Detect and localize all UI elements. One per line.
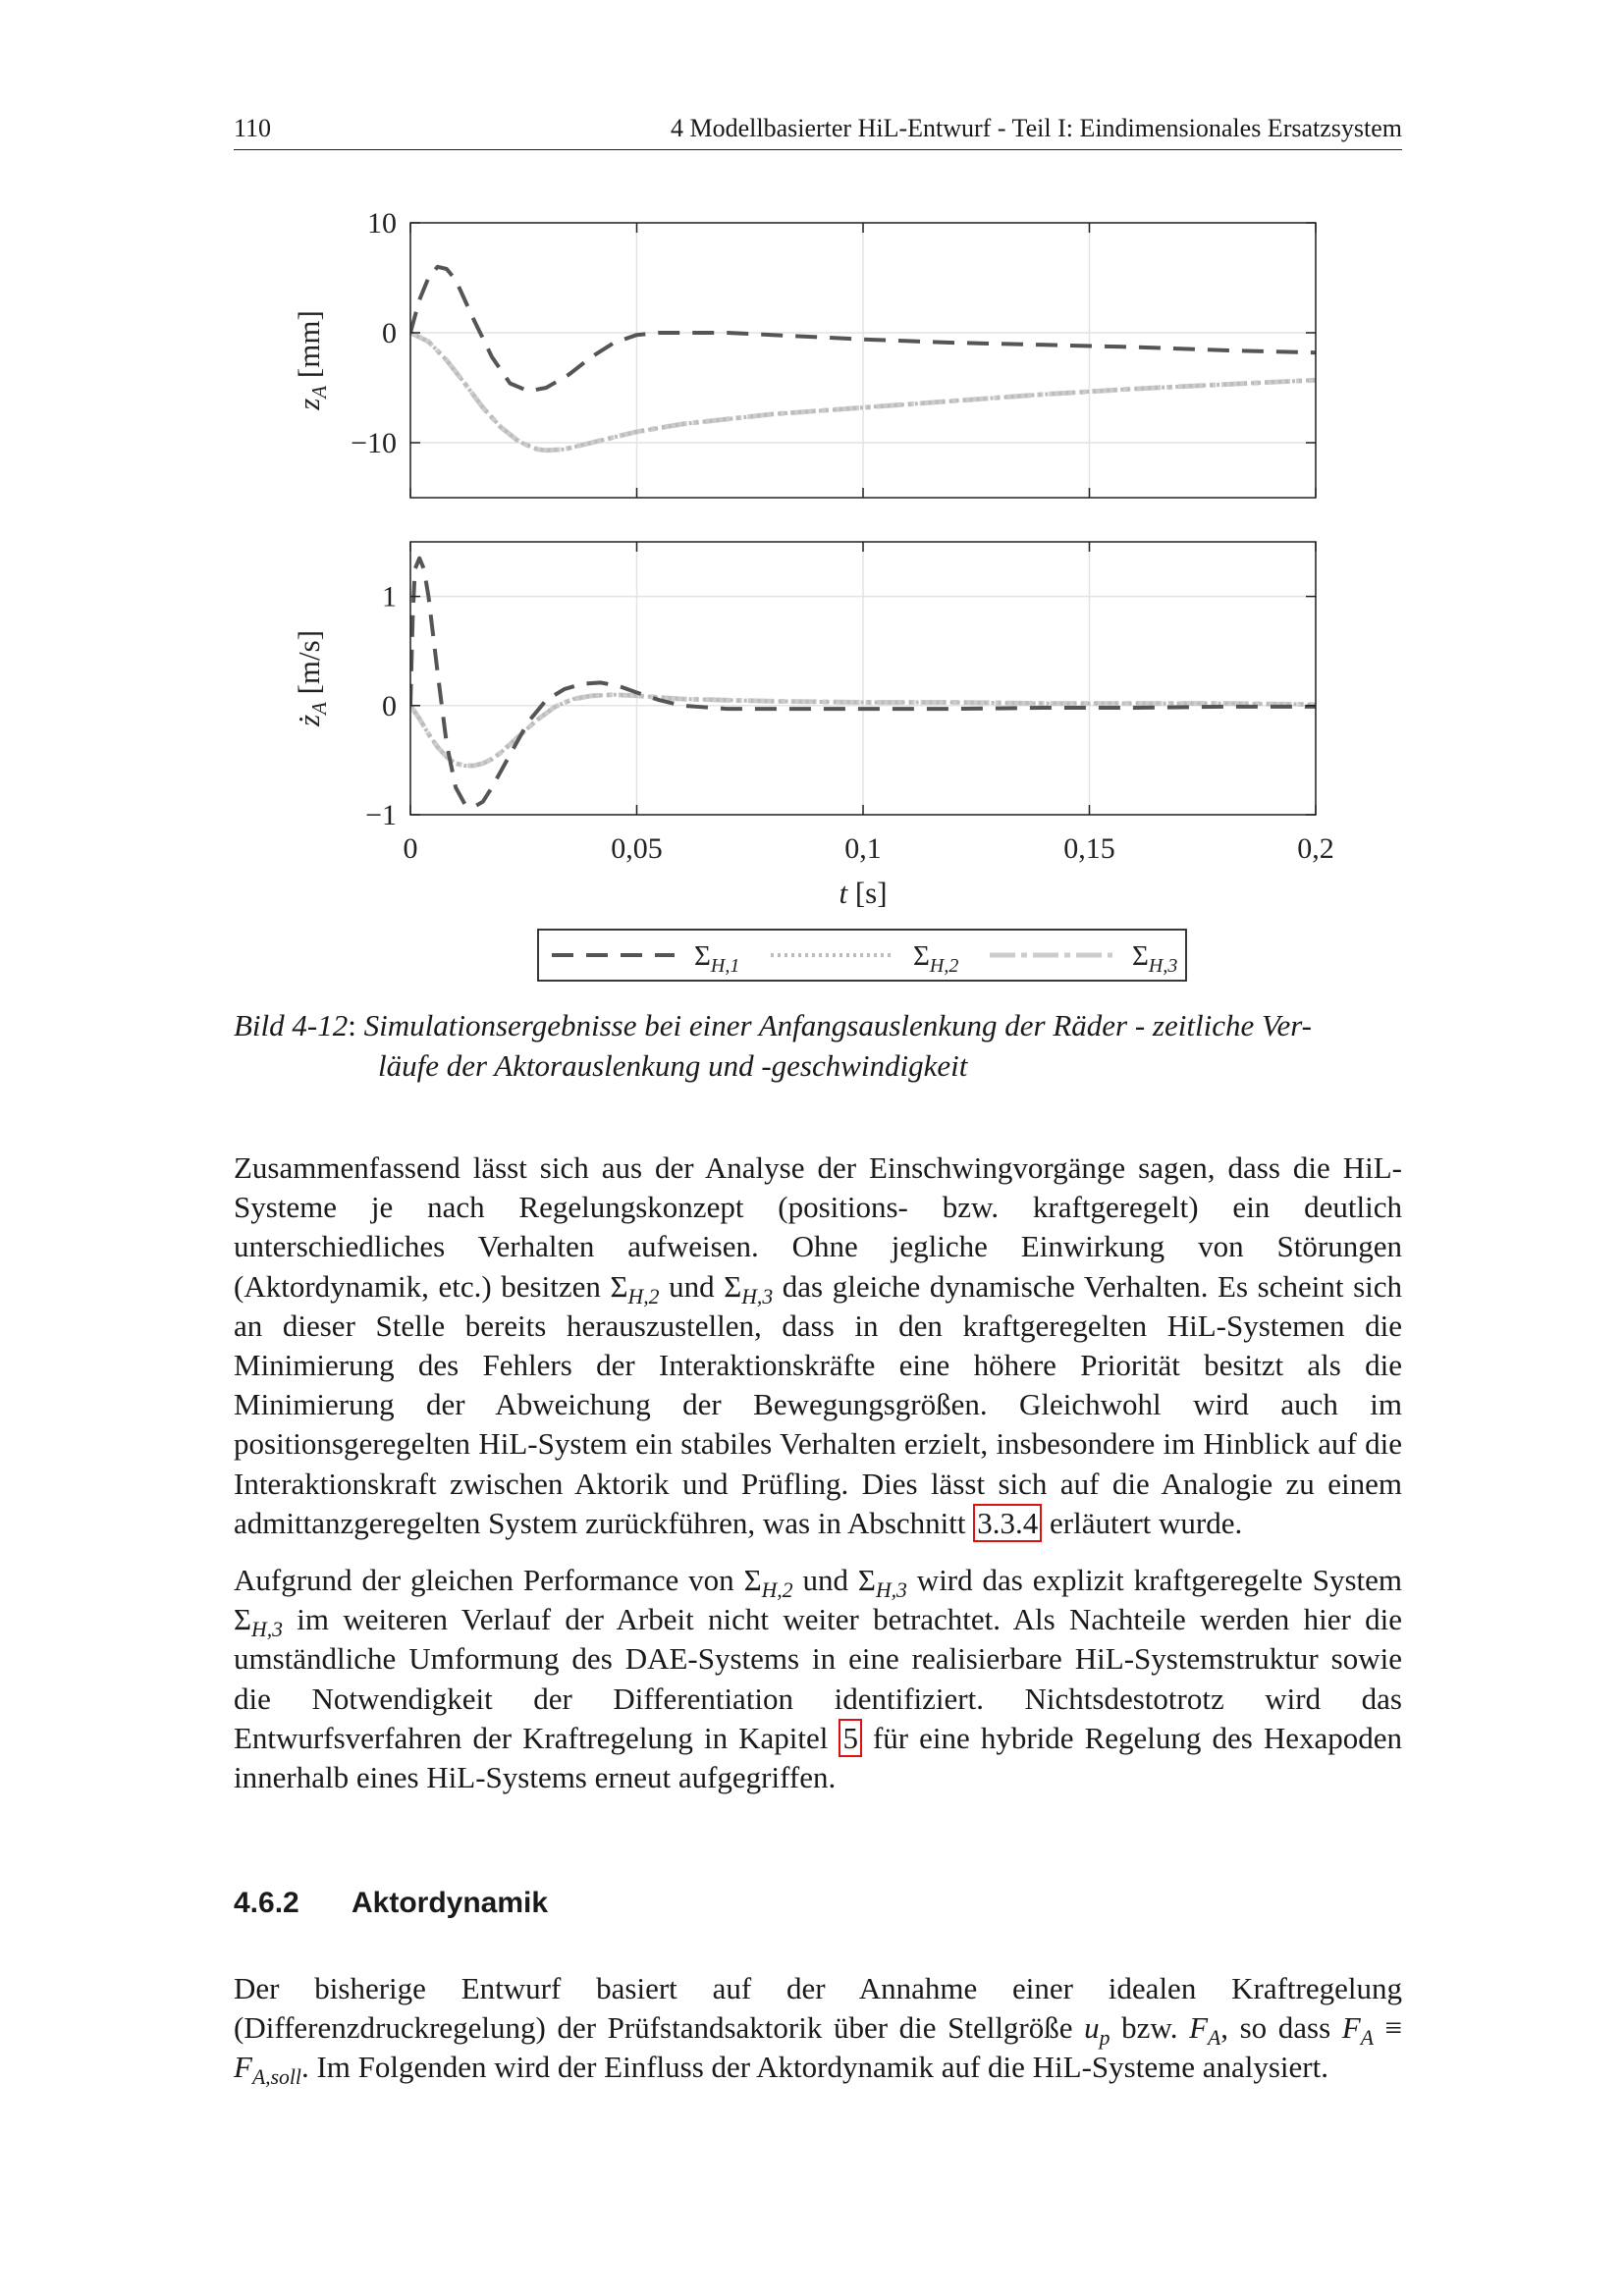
legend-subscript: H,1 bbox=[710, 955, 740, 977]
legend-subscript: H,3 bbox=[1148, 955, 1178, 977]
legend-symbol: Σ bbox=[913, 940, 930, 972]
y-axis-label bbox=[292, 310, 331, 411]
subscript: H,3 bbox=[251, 1618, 283, 1642]
text-run: wird das explizit kraftgeregelte System bbox=[906, 1563, 1402, 1597]
text-run: erläutert wurde. bbox=[1042, 1505, 1243, 1540]
y-axis-label-sub: A bbox=[307, 702, 331, 715]
caption-label: Bild 4-12 bbox=[234, 1008, 349, 1042]
section-title: Aktordynamik bbox=[352, 1887, 549, 1919]
legend bbox=[538, 930, 1186, 981]
math-variable: F bbox=[1341, 2010, 1361, 2046]
text-run: , so dass bbox=[1220, 2010, 1342, 2046]
ytick-label: −1 bbox=[365, 799, 397, 831]
section-heading bbox=[234, 1887, 548, 1920]
text-run: Der bisherige Entwurf basiert auf der Annahme einer idealen Kraftregelung (Differenzdruckregelung) der Prüfstandsaktorik über die Stellgröße bbox=[234, 1971, 1402, 2046]
xtick-label: 0,05 bbox=[611, 832, 663, 865]
y-axis-label-unit: [m/s] bbox=[292, 629, 326, 703]
section-number: 4.6.2 bbox=[234, 1887, 299, 1919]
text-run: für eine hybride Regelung des Hexapoden innerhalb eines HiL-Systems erneut aufgegriffen. bbox=[234, 1720, 1402, 1795]
figure-caption bbox=[234, 1005, 1402, 1086]
y-axis-label-var: ż bbox=[292, 714, 326, 727]
y-axis-label-var: z bbox=[292, 398, 326, 410]
text-run: Zusammenfassend lässt sich aus der Analyse der Einschwingvorgänge sagen, dass die HiL-Systeme je nach Regelungskonzept (positions- bzw. kraftgeregelt) ein deutlich unterschiedliches Verhalten aufweisen. Ohne jegliche Einwirkung von Störungen (Aktordynamik, etc.) besitzen bbox=[234, 1150, 1402, 1304]
text-run: bzw. bbox=[1110, 2010, 1190, 2046]
paragraph-summary bbox=[234, 1148, 1402, 1543]
section-reference-link[interactable]: 3.3.4 bbox=[973, 1504, 1042, 1542]
sigma-symbol: Σ bbox=[610, 1268, 628, 1304]
chapter-reference-link[interactable]: 5 bbox=[839, 1719, 862, 1757]
legend-subscript: H,2 bbox=[929, 955, 959, 977]
xtick-label: 0,2 bbox=[1297, 832, 1334, 865]
subscript: H,3 bbox=[741, 1284, 774, 1308]
ytick-label: 0 bbox=[382, 317, 397, 349]
xtick-label: 0,1 bbox=[844, 832, 882, 865]
ytick-label: 1 bbox=[382, 580, 397, 614]
y-axis-label-unit: [mm] bbox=[292, 310, 326, 386]
text-run: und bbox=[792, 1563, 858, 1597]
sigma-symbol: Σ bbox=[234, 1602, 252, 1637]
plot-position bbox=[292, 207, 1316, 498]
sigma-symbol: Σ bbox=[857, 1563, 876, 1597]
subscript: p bbox=[1099, 2026, 1110, 2051]
sigma-symbol: Σ bbox=[724, 1268, 742, 1304]
subscript: A,soll bbox=[251, 2065, 301, 2090]
x-axis-label bbox=[839, 876, 887, 910]
page-header bbox=[234, 110, 1402, 150]
text-run: . Im Folgenden wird der Einfluss der Aktordynamik auf die HiL-Systeme analysiert. bbox=[300, 2050, 1328, 2085]
x-axis-label-unit: [s] bbox=[847, 876, 888, 910]
x-axis-label-var: t bbox=[839, 876, 848, 910]
subscript: H,3 bbox=[875, 1578, 907, 1603]
ytick-label: 10 bbox=[367, 207, 397, 240]
running-title: 4 Modellbasierter HiL-Entwurf - Teil I: Eindimensionales Ersatzsystem bbox=[670, 114, 1402, 142]
paragraph-performance bbox=[234, 1561, 1402, 1797]
caption-colon: : bbox=[348, 1008, 356, 1042]
caption-line-2: läufe der Aktorauslenkung und -geschwindigkeit bbox=[378, 1048, 968, 1083]
subscript: A bbox=[1208, 2026, 1221, 2051]
xtick-label: 0,15 bbox=[1063, 832, 1115, 865]
y-axis-label bbox=[292, 630, 331, 727]
y-axis-label-sub: A bbox=[307, 385, 331, 399]
text-run: Aufgrund der gleichen Performance von bbox=[234, 1563, 744, 1597]
caption-line-1: Simulationsergebnisse bei einer Anfangsauslenkung der Räder - zeitliche Ver- bbox=[363, 1008, 1312, 1042]
xtick-label: 0 bbox=[403, 832, 418, 865]
ytick-label: −10 bbox=[351, 427, 397, 459]
subscript: H,2 bbox=[627, 1284, 660, 1308]
math-variable: F bbox=[1189, 2010, 1208, 2046]
sigma-symbol: Σ bbox=[743, 1563, 762, 1597]
figure-4-12 bbox=[275, 191, 1355, 996]
plot-velocity bbox=[292, 542, 1334, 910]
legend-symbol: Σ bbox=[1132, 940, 1149, 972]
equiv-symbol: ≡ bbox=[1373, 2010, 1403, 2046]
text-run: und bbox=[659, 1268, 725, 1304]
subscript: A bbox=[1360, 2026, 1374, 2051]
math-variable: u bbox=[1084, 2010, 1100, 2046]
legend-symbol: Σ bbox=[694, 940, 711, 972]
page-number: 110 bbox=[234, 114, 272, 142]
paragraph-actuator-dynamics bbox=[234, 1969, 1402, 2088]
text-run: das gleiche dynamische Verhalten. Es scheint sich an dieser Stelle bereits herauszustellen, dass in den kraftgeregelten HiL-Systemen die Minimierung des Fehlers der Interaktionskräfte eine höhere Priorität besitzt als die Minimierung der Abweichung der Bewegungsgrößen. Gleichwohl wird auch im positionsgeregelten HiL-System ein stabiles Verhalten erzielt, insbesondere im Hinblick auf die Interaktionskraft zwischen Aktorik und Prüfling. Dies lässt sich auf die Analogie zu einem admittanzgeregelten System zurückführen, was in Abschnitt bbox=[234, 1268, 1403, 1540]
text-run: im weiteren Verlauf der Arbeit nicht weiter betrachtet. Als Nachteile werden hier die umständliche Umformung des DAE-Systems in eine realisierbare HiL-Systemstruktur sowie die Notwendigkeit der Differentiation identifiziert. Nichtsdestotrotz wird das Entwurfsverfahren der Kraftregelung in Kapitel bbox=[234, 1602, 1402, 1755]
math-variable: F bbox=[234, 2050, 252, 2085]
ytick-label: 0 bbox=[382, 689, 397, 722]
subscript: H,2 bbox=[761, 1578, 793, 1603]
